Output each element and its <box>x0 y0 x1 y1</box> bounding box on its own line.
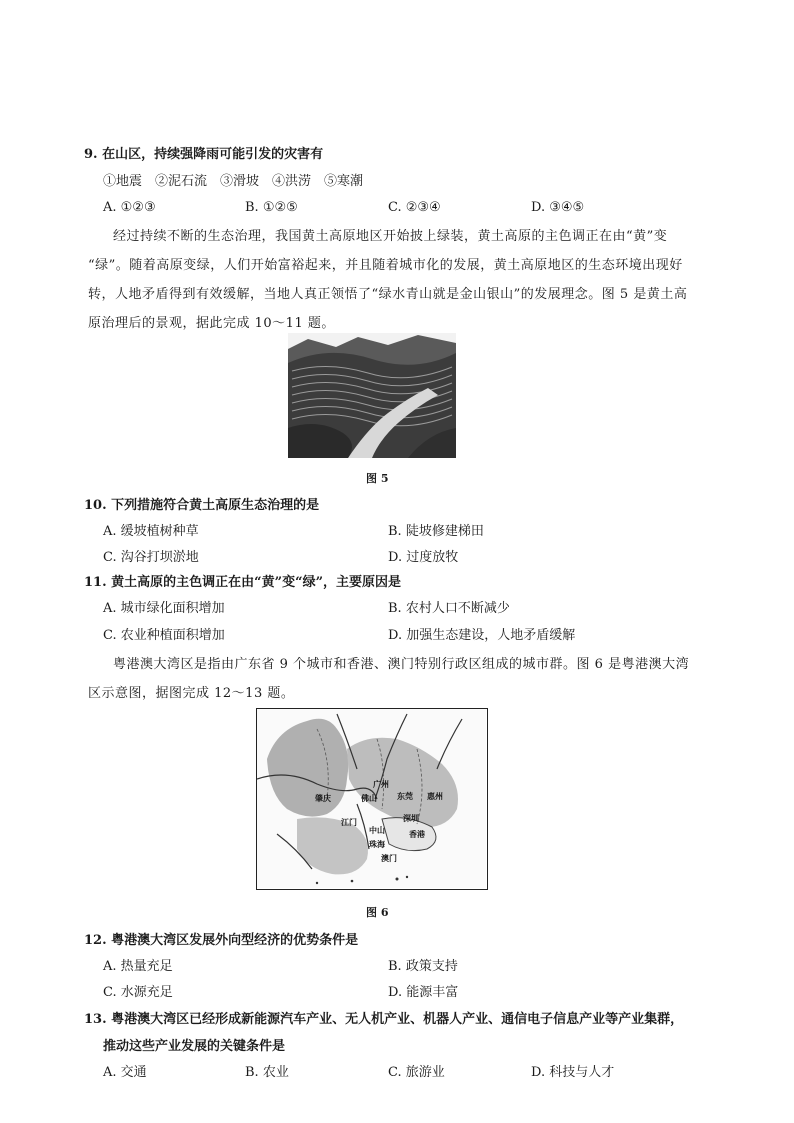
q13-stem-line-2: 推动这些产业发展的关键条件是 <box>103 1039 286 1054</box>
q12-stem: 12. 粤港澳大湾区发展外向型经济的优势条件是 <box>84 933 359 948</box>
figure-6-caption: 图 6 <box>366 906 389 919</box>
q13-stem-line-1: 13. 粤港澳大湾区已经形成新能源汽车产业、无人机产业、机器人产业、通信电子信息产业等产业集群， <box>84 1012 684 1027</box>
q9-option-b[interactable]: B. ①②⑤ <box>245 200 298 215</box>
passage1-line-3: 转，人地矛盾得到有效缓解，当地人真正领悟了“绿水青山就是金山银山”的发展理念。图 5 是黄土高 <box>88 287 688 302</box>
q13-option-d[interactable]: D. 科技与人才 <box>531 1065 615 1080</box>
terrace-photo <box>288 333 456 458</box>
passage1-line-1: 经过持续不断的生态治理，我国黄土高原地区开始披上绿装，黄土高原的主色调正在由“黄”变 <box>113 229 668 244</box>
q10-option-d[interactable]: D. 过度放牧 <box>388 550 459 565</box>
q9-option-c[interactable]: C. ②③④ <box>388 200 441 215</box>
map-label-zhaoqing: 肇庆 <box>315 794 331 803</box>
q11-stem: 11. 黄土高原的主色调正在由“黄”变“绿”，主要原因是 <box>84 575 402 590</box>
q13-option-c[interactable]: C. 旅游业 <box>388 1065 445 1080</box>
map-label-jiangmen: 江门 <box>341 818 357 827</box>
q12-option-d[interactable]: D. 能源丰富 <box>388 985 459 1000</box>
passage-loess-plateau <box>88 222 700 338</box>
map-label-zhongshan: 中山 <box>369 826 385 835</box>
map-label-macau: 澳门 <box>381 854 397 863</box>
figure-5-terraced-landscape <box>288 333 456 458</box>
q10-option-c[interactable]: C. 沟谷打坝淤地 <box>103 550 199 565</box>
q12-option-c[interactable]: C. 水源充足 <box>103 985 173 1000</box>
q11-option-b[interactable]: B. 农村人口不断减少 <box>388 601 510 616</box>
q12-option-a[interactable]: A. 热量充足 <box>103 959 173 974</box>
map-label-guangzhou: 广州 <box>373 780 389 789</box>
q9-items: ①地震 ②泥石流 ③滑坡 ④洪涝 ⑤寒潮 <box>103 174 364 189</box>
passage1-line-4: 原治理后的景观，据此完成 10～11 题。 <box>88 316 335 331</box>
map-label-dongguan: 东莞 <box>397 792 413 801</box>
passage2-line-2: 区示意图，据图完成 12～13 题。 <box>88 686 295 701</box>
q13-option-a[interactable]: A. 交通 <box>103 1065 147 1080</box>
map-label-shenzhen: 深圳 <box>403 814 419 823</box>
q12-option-b[interactable]: B. 政策支持 <box>388 959 458 974</box>
map-label-huizhou: 惠州 <box>427 792 443 801</box>
q11-option-a[interactable]: A. 城市绿化面积增加 <box>103 601 225 616</box>
figure-6-bay-area-map <box>256 708 488 890</box>
q9-stem: 9. 在山区，持续强降雨可能引发的灾害有 <box>84 147 324 162</box>
q10-option-b[interactable]: B. 陡坡修建梯田 <box>388 524 484 539</box>
q11-option-d[interactable]: D. 加强生态建设，人地矛盾缓解 <box>388 628 576 643</box>
map-label-foshan: 佛山 <box>361 794 377 803</box>
map-label-hongkong: 香港 <box>409 830 425 839</box>
q10-stem: 10. 下列措施符合黄土高原生态治理的是 <box>84 498 320 513</box>
bay-area-map <box>257 709 486 888</box>
q11-option-c[interactable]: C. 农业种植面积增加 <box>103 628 225 643</box>
passage2-line-1: 粤港澳大湾区是指由广东省 9 个城市和香港、澳门特别行政区组成的城市群。图 6 是粤港澳大湾 <box>113 657 690 672</box>
q9-option-d[interactable]: D. ③④⑤ <box>531 200 585 215</box>
q9-option-a[interactable]: A. ①②③ <box>103 200 156 215</box>
passage-greater-bay-area <box>88 650 700 708</box>
q13-option-b[interactable]: B. 农业 <box>245 1065 289 1080</box>
figure-5-caption: 图 5 <box>366 472 389 485</box>
passage1-line-2: “绿”。随着高原变绿，人们开始富裕起来，并且随着城市化的发展，黄土高原地区的生态环境出现好 <box>88 258 683 273</box>
q10-option-a[interactable]: A. 缓坡植树种草 <box>103 524 199 539</box>
map-label-zhuhai: 珠海 <box>369 840 385 849</box>
